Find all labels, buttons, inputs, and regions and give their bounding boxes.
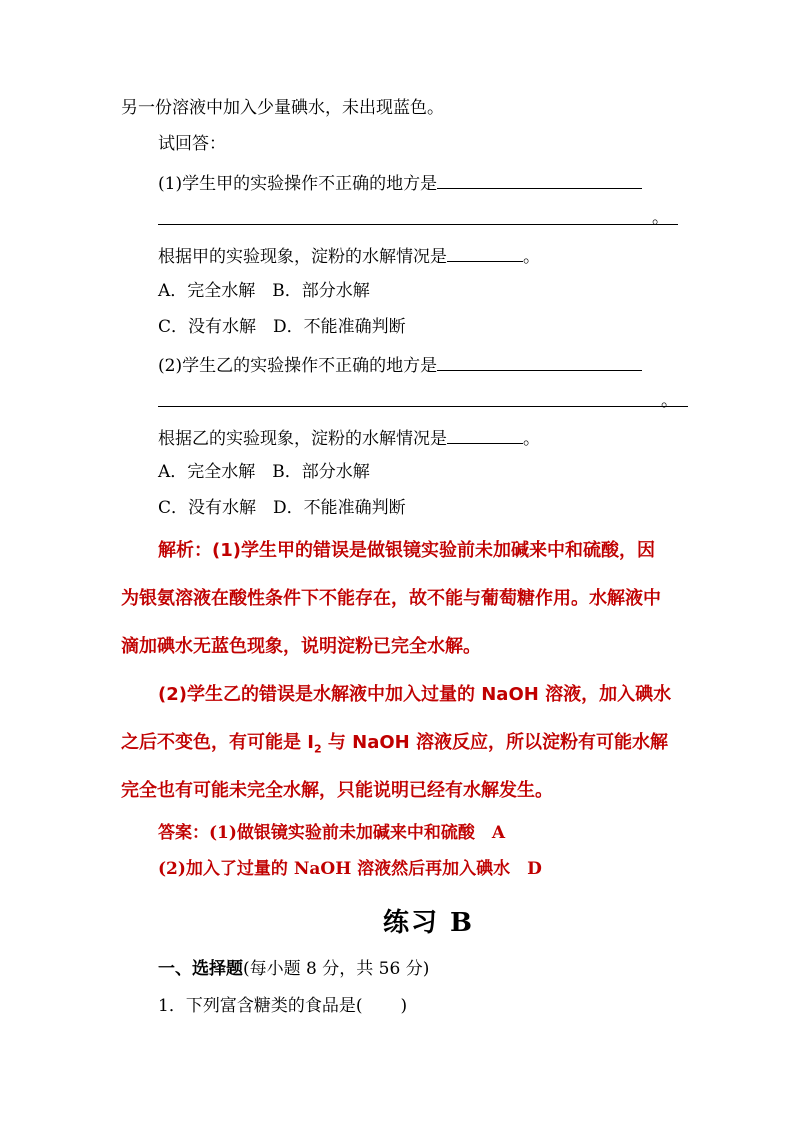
q2-question: (2)学生乙的实验操作不正确的地方是 xyxy=(158,356,438,376)
analysis-p2-line2 xyxy=(121,732,668,761)
section1-heading-note: (每小题 8 分，共 56 分) xyxy=(243,959,430,979)
analysis-line1 xyxy=(158,540,655,562)
q1-phenomenon-text: 根据甲的实验现象，淀粉的水解情况是 xyxy=(158,247,447,267)
q1-text xyxy=(158,170,642,195)
answer-text1: (1)做银镜实验前未加碱来中和硫酸 A xyxy=(209,823,506,843)
q2-options-cd xyxy=(158,497,406,519)
analysis-p2-subscript: 2 xyxy=(313,742,322,756)
section-title: 练习 B xyxy=(383,908,475,938)
intro-line: 另一份溶液中加入少量碘水，未出现蓝色。 xyxy=(121,98,444,118)
prompt-text: 试回答： xyxy=(158,134,226,154)
analysis-p2-line2-a: 之后不变色，有可能是 I xyxy=(121,732,314,753)
q2-option-b: B．部分水解 xyxy=(272,462,370,482)
q2-phenomenon-end: 。 xyxy=(523,429,540,449)
q2-options-ab xyxy=(158,461,370,483)
q2-option-a: A．完全水解 xyxy=(158,462,256,482)
q1-end-mark: 。 xyxy=(652,208,669,228)
q1-answer-blank-line2 xyxy=(158,224,678,225)
q2-option-c: C．没有水解 xyxy=(158,498,257,518)
q1-option-c: C．没有水解 xyxy=(158,317,257,337)
analysis-p2-line1: (2)学生乙的错误是水解液中加入过量的 NaOH 溶液，加入碘水 xyxy=(158,684,672,705)
q1-question: (1)学生甲的实验操作不正确的地方是 xyxy=(158,174,438,194)
q1-option-d: D．不能准确判断 xyxy=(273,317,406,337)
analysis-p1-line1: (1)学生甲的错误是做银镜实验前未加碱来中和硫酸，因 xyxy=(212,540,655,561)
q2-answer-blank-line2 xyxy=(158,406,688,407)
q1-answer-blank xyxy=(437,170,642,189)
question1-paren-open: ( xyxy=(355,996,363,1016)
analysis-label: 解析： xyxy=(158,540,212,561)
analysis-p1-line2: 为银氨溶液在酸性条件下不能存在，故不能与葡萄糖作用。水解液中 xyxy=(121,588,661,609)
analysis-p2-line3: 完全也有可能未完全水解，只能说明已经有水解发生。 xyxy=(121,780,553,801)
answer-line1 xyxy=(158,822,505,844)
q1-phenomenon-end: 。 xyxy=(523,247,540,267)
q1-option-a: A．完全水解 xyxy=(158,281,256,301)
question1-paren-close: ) xyxy=(400,996,408,1016)
analysis-p2-line2-b: 与 NaOH 溶液反应，所以淀粉有可能水解 xyxy=(321,732,669,753)
section1-heading xyxy=(158,958,429,980)
q2-option-d: D．不能准确判断 xyxy=(273,498,406,518)
q2-phenomenon-blank xyxy=(447,425,523,444)
answer-label: 答案： xyxy=(158,823,209,843)
answer-line2: (2)加入了过量的 NaOH 溶液然后再加入碘水 D xyxy=(158,859,542,879)
question1-text: 1．下列富含糖类的食品是 xyxy=(158,996,356,1016)
q1-options-cd xyxy=(158,316,406,338)
q2-phenomenon xyxy=(158,425,540,450)
q1-phenomenon xyxy=(158,243,540,268)
q2-end-mark: 。 xyxy=(661,391,678,411)
question1 xyxy=(158,995,407,1017)
q1-options-ab xyxy=(158,280,370,302)
q1-option-b: B．部分水解 xyxy=(272,281,370,301)
q2-phenomenon-text: 根据乙的实验现象，淀粉的水解情况是 xyxy=(158,429,447,449)
q2-text xyxy=(158,352,642,377)
section1-heading-text: 一、选择题 xyxy=(158,959,243,979)
analysis-p1-line3: 滴加碘水无蓝色现象，说明淀粉已完全水解。 xyxy=(121,636,481,657)
q2-answer-blank xyxy=(437,352,642,371)
q1-phenomenon-blank xyxy=(447,243,523,262)
